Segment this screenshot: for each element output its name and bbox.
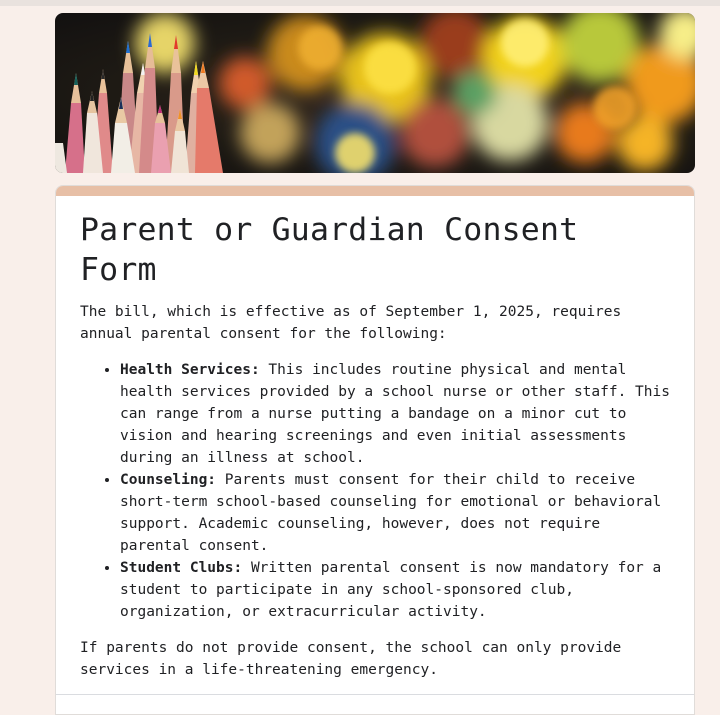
item-text: Written parental consent is now mandatory for a student to participate in any school-sponsored club, organization, or extracurricular activity. — [120, 560, 662, 620]
item-label: Counseling: — [120, 472, 217, 488]
section-divider — [56, 694, 694, 695]
intro-paragraph: The bill, which is effective as of September 1, 2025, requires annual parental consent for the following: — [80, 304, 622, 342]
header-banner-image — [55, 13, 695, 173]
item-label: Student Clubs: — [120, 560, 243, 576]
list-item-health-services — [120, 359, 678, 469]
item-text: Parents must consent for their child to receive short-term school-based counseling for emotional or behavioral support. Academic counseling, however, does not require parental consent. — [120, 472, 662, 554]
consent-items-list — [80, 359, 678, 623]
list-item-student-clubs — [120, 557, 678, 623]
item-label: Health Services: — [120, 362, 260, 378]
closing-paragraph: If parents do not provide consent, the school can only provide services in a life-threatening emergency. — [80, 640, 622, 678]
form-description — [80, 301, 678, 681]
form-title: Parent or Guardian Consent Form — [80, 212, 579, 288]
top-strip — [0, 0, 720, 6]
card-accent-bar — [56, 186, 694, 196]
form-header-card — [55, 185, 695, 715]
item-text: This includes routine physical and mental health services provided by a school nurse or other staff. This can range from a nurse putting a bandage on a minor cut to vision and hearing screenings and even initial assessments during an illness at school. — [120, 362, 670, 466]
list-item-counseling — [120, 469, 678, 557]
